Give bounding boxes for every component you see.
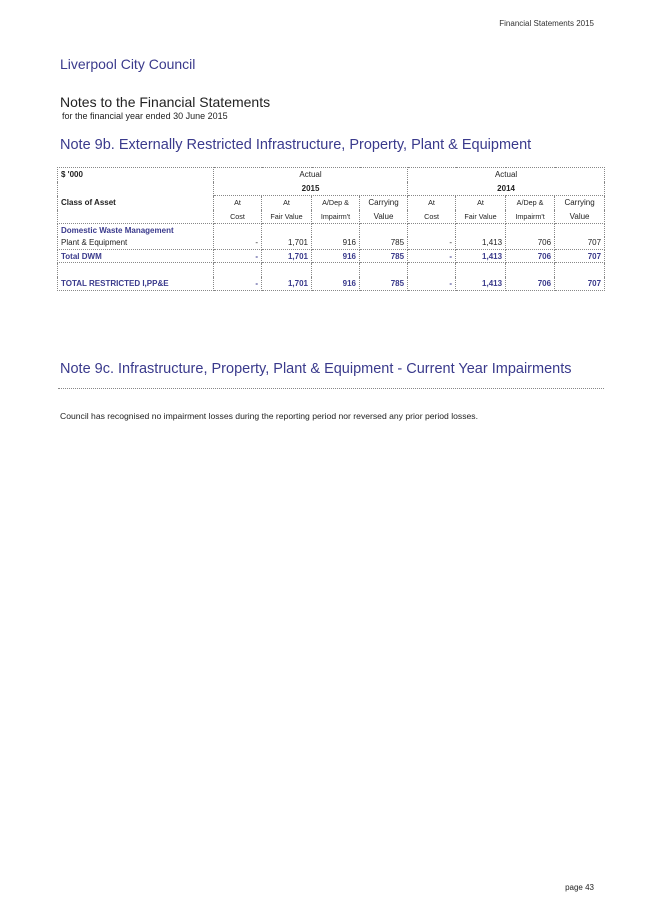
col-header-top: At [408,196,456,210]
council-name: Liverpool City Council [60,56,196,72]
unit-label: $ '000 [58,168,214,182]
section-title: Domestic Waste Management [58,224,214,237]
col-header-top: Carrying [360,196,408,210]
section-divider [58,388,604,389]
note-9c-title: Note 9c. Infrastructure, Property, Plant & Equipment - Current Year Impairments [60,361,572,377]
col-header-top: At [214,196,262,210]
page-number: page 43 [565,883,594,892]
group-2014-label: Actual [408,168,605,182]
col-header-top: At [262,196,312,210]
notes-subtitle: for the financial year ended 30 June 2015 [62,111,228,121]
row-label: TOTAL RESTRICTED I,PP&E [58,277,214,291]
col-header-top: Carrying [555,196,605,210]
col-header-bottom: Cost [408,210,456,224]
col-header-bottom: Cost [214,210,262,224]
group-2014-year: 2014 [408,182,605,196]
col-header-bottom: Fair Value [262,210,312,224]
table-row-total-restricted: TOTAL RESTRICTED I,PP&E - 1,701 916 785 - 1,413 706 707 [58,277,605,291]
row-label: Total DWM [58,250,214,263]
col-header-bottom: Value [555,210,605,224]
group-2015-label: Actual [214,168,408,182]
col-header-bottom: Value [360,210,408,224]
col-header-top: At [456,196,506,210]
col-header-top: A/Dep & [506,196,555,210]
col-header-bottom: Fair Value [456,210,506,224]
group-2015-year: 2015 [214,182,408,196]
restricted-ippe-table [57,167,605,291]
col-header-bottom: Impairm't [506,210,555,224]
row-label: Plant & Equipment [58,237,214,250]
table-row-total-dwm: Total DWM - 1,701 916 785 - 1,413 706 707 [58,250,605,263]
notes-title: Notes to the Financial Statements [60,94,271,110]
running-header: Financial Statements 2015 [499,19,594,28]
col-header-top: A/Dep & [312,196,360,210]
class-of-asset-label: Class of Asset [58,196,214,210]
col-header-bottom: Impairm't [312,210,360,224]
note-9c-text: Council has recognised no impairment losses during the reporting period nor reversed any prior period losses. [60,411,478,421]
table-row: Plant & Equipment - 1,701 916 785 - 1,413 706 707 [58,237,605,250]
note-9b-title: Note 9b. Externally Restricted Infrastructure, Property, Plant & Equipment [60,137,532,153]
